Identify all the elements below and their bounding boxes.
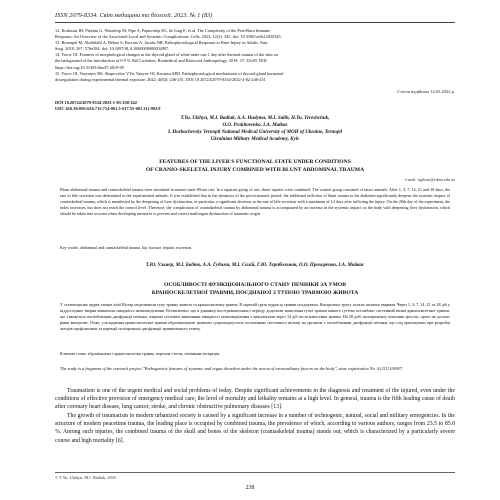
author-names: O.O. Prokhorenko, I.A. Maikas [222,123,288,128]
title-line: ОСОБЛИВОСТІ ФУНКЦІОНАЛЬНОГО СТАНУ ПЕЧІНКИ ЗА УМОВ [163,282,347,288]
author-names: T.Yu. Ulzhyn, M.I. Badiuk, A.A. Hudyma, M.I. Salih, H.Yu. Tereshchuk, [180,116,330,121]
contact-email: e-mail: ngikym@tdmu.edu.ua [404,177,455,182]
affiliation: Ukrainian Military Medical Academy, Kyiv [210,137,300,142]
page-number: 238 [245,485,255,491]
reference-line: 15. Yorov OI, Vasyanov RS, Shapovalov VYu, Yanyov OI, Kostuva MM. Pathophysiological mechanisms of thyroid gland hormonal [55,70,284,76]
footer-divider [55,472,455,473]
title-line: КРАНІОСКЕЛЕТНОЇ ТРАВМИ, ПОЄДНАНОЇ З ТУПОЮ ТРАВМОЮ ЖИВОТА [151,290,359,296]
authors-ukrainian: Т.Ю. Ульнер, М.І. Бадюк, А.А. Гудима, М.І. Салій, Г.Ю. Терибольнок, О.О. Прохоренко, І.А. Майкас [145,263,365,268]
journal-header: ISSN 2079-8334. Світ медицини та біології. 2023. № 1 (83) [55,12,213,19]
keywords-ukrainian: Ключові слова: абдомінальна і краніоскелетна травма, перелом стегна, печінкова екскреція. [60,351,220,356]
reference-line: Surg. 2018; 267: 576e584. doi: 10.1097/SLA.0000000000002097. [55,46,170,52]
header-divider [55,22,455,23]
received-date: Стаття надійшла 14.03.2022 р. [397,89,455,94]
doi-line: DOI 10.26724/2079-8334-2023-1-83-238-242 [55,100,137,105]
copyright-notice: © T.Yu. Ulzhyn, M.I. Badiuk, 2023 [55,475,116,480]
keywords-english: Key words: abdominal and craniaskeletal trauma, hip fracture, hepatic excretion. [60,245,193,250]
title-line: FEATURES OF THE LIVER'S FUNCTIONAL STATE UNDER CONDITIONS [159,159,351,165]
abstract-ukrainian: У статевозрілих щурів-самців лінії Вістар моделювали тупу травму живота та краніоскелетну травму. В окремій групі щурів ці травми поєднували. Контрольну групу склали інтактні тварини. Через 1, 3, 7, 14, 21 та 28 діб у піддослідних тварин визначали швидкість жовчовиділення. Встановлено, що в динаміці посттравматичного періоду додаткове нанесення тупої травми живота суттєво поглиблює системний вплив краніоскелетної травми, що з'являється поглибленням дисфункції печінки, зокрема суттєвим зниженням швидкості жовчовиділення з максимумом через 14 діб після нанесення травми. На 28 добі експерименту показник зростає, проте не досягає рівня контролю. Отже, ускладнення краніоскелетної травми абдомінальною травмою супроводжується посиленням системного впливу на організм з поглибленням дисфункції печінки, що слід враховувати при розробці заходів профілактики та корекції поліорганної дисфункції травматичного генезу. [60,302,450,332]
reference-line: dysregulation during experimental thermal exposure. 2022; 4(82): 246-251. DOI 10.26724/2079-8334-2022-4-82-246-251 [55,76,266,82]
references-list [55,28,455,83]
article-title-english [55,158,455,174]
title-line: OF CRANIO-SKELETAL INJURY COMBINED WITH BLUNT ABDOMINAL TRAUMA [145,167,365,173]
article-body [55,387,455,445]
body-paragraph: The growth of traumatism in modern urbanized society is caused by a significant increase in a number of technogenic, natural, social and military emergencies. In the structure of modern peacetime trauma, the leading place is occupied by combined trauma, the prevalence of which, according to various authors, ranges from 23.5 to 85.0 %. Among such injuries, the combined trauma of the skull and bones of the skeleton (craniaskeletal trauma) stands out, which is characterized by a particularly severe course and high mortality [6]. [55,413,455,444]
reference-line: the background of the introduction of 0.9 % NaCl solution. Biomedical and Biosocial Anthropology. 2019; 37: 35e49. DOI: [55,58,268,64]
body-paragraph: Traumatism is one of the urgent medical and social problems of today. Despite significant achievements in the diagnosis and treatment of the injured, even under the conditions of effective provision of emergency medical care, the level of mortality and lethality remains at a high level. In general, trauma is the fifth leading cause of death after coronary heart disease, lung cancer, stroke, and chronic obstructive pulmonary diseases [13]. [55,388,455,411]
abstract-english: Blunt abdominal trauma and craniaskeletal trauma were simulated in mature male Wistar rats. In a separate group of rats, these injuries were combined. The control group consisted of intact animals. After 1, 3, 7, 14, 21 and 28 days, the rate of bile secretion was determined in the experimental animals. It was established that in the dynamics of the post-traumatic period, the additional infliction of blunt trauma to the abdomen significantly deepens the systemic impact of craniaskeletal trauma, which is manifested by the deepening of liver dysfunction, in particular, a significant decrease in the rate of bile secretion with a maximum of 14 days after inflicting the injury. On the 28th day of the experiment, the index increases, but does not reach the control level. Therefore, the complication of craniaskeletal trauma by abdominal trauma is accompanied by an increase in the systemic impact on the body with deepening liver dysfunction, which should be taken into account when developing measures to prevent and correct multiorgan dysfunction of traumatic origin. [60,187,450,217]
affiliation: I. Horbachevsky Ternopil National Medical University of MOH of Ukraine, Ternopil [167,130,343,135]
research-project-note: The study is a fragment of the research project "Pathogenetic features of systemic and organ disorders under the action of extraordinary factors on the body", state registration No. 0121U110097. [60,366,403,371]
article-meta [55,100,455,112]
reference-line: https://doi.org/10.31393/bba37-2019-09 [55,64,124,70]
udc-line: UDC 616.36-002:616.711:714-001.3-617.55-001.31]-092.9 [55,106,161,111]
reference-line: Response: An Overview of the Associated Local and Systemic Complications. Cells. 2023; 12(3): 345. doi: 10.3390/cells12030345. [55,34,282,40]
reference-line: 12. Korkmaz IH, Pisküm G, Wassdorp M, Pipe A, Papavidop SG, de Jong E, et al. The Complexity of the Post-Burn Immune [55,28,271,33]
article-title-ukrainian [55,281,455,297]
reference-line: 14. Yorov OI. Features of morphological changes in the thyroid gland of white male rats 1 day after thermal trauma of the skin on [55,52,278,58]
reference-line: 13. Rosenpel M, Abdulfalil A, Behrst S, Furcaro A, Jacobs NR. Pathophysiological Response to Burn Injury in Adults. Ann [55,40,268,46]
authors-english [55,115,455,143]
